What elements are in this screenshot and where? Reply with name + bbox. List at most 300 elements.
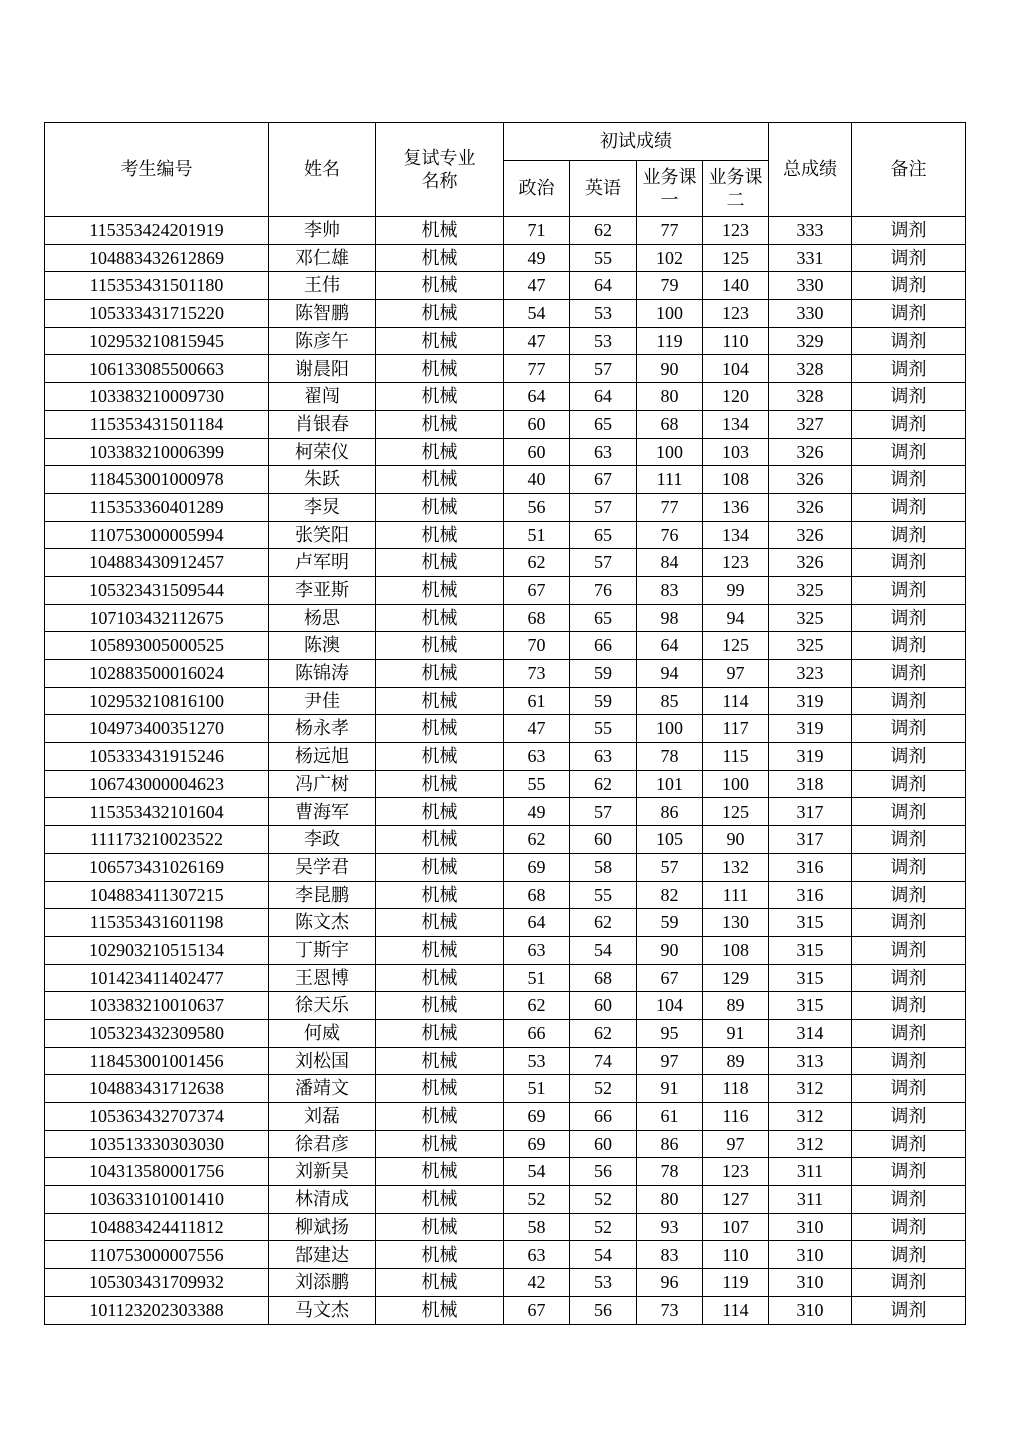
table-row — [45, 743, 966, 771]
cell-course2: 110 — [703, 327, 769, 355]
cell-politics: 51 — [504, 1075, 570, 1103]
cell-english: 55 — [570, 881, 637, 909]
cell-course2: 89 — [703, 1047, 769, 1075]
cell-english: 65 — [570, 604, 637, 632]
cell-politics: 69 — [504, 1130, 570, 1158]
cell-candidate-id: 103633101001410 — [45, 1186, 269, 1214]
cell-total: 326 — [769, 521, 852, 549]
cell-politics: 66 — [504, 1019, 570, 1047]
cell-course1: 98 — [637, 604, 703, 632]
cell-politics: 47 — [504, 272, 570, 300]
cell-remark: 调剂 — [852, 826, 966, 854]
cell-english: 66 — [570, 1103, 637, 1131]
cell-remark: 调剂 — [852, 1296, 966, 1324]
header-english: 英语 — [570, 161, 637, 217]
cell-course2: 123 — [703, 549, 769, 577]
table-body — [45, 217, 966, 1325]
cell-course2: 129 — [703, 964, 769, 992]
cell-course1: 100 — [637, 438, 703, 466]
cell-candidate-id: 118453001000978 — [45, 466, 269, 494]
header-major — [376, 123, 504, 217]
cell-total: 317 — [769, 798, 852, 826]
cell-major: 机械 — [376, 743, 504, 771]
cell-english: 56 — [570, 1296, 637, 1324]
table-row — [45, 1296, 966, 1324]
cell-english: 53 — [570, 327, 637, 355]
cell-name: 杨远旭 — [269, 743, 376, 771]
cell-course1: 77 — [637, 217, 703, 245]
cell-name: 陈锦涛 — [269, 660, 376, 688]
cell-english: 55 — [570, 715, 637, 743]
cell-candidate-id: 115353431501180 — [45, 272, 269, 300]
cell-course2: 89 — [703, 992, 769, 1020]
cell-total: 311 — [769, 1158, 852, 1186]
cell-major: 机械 — [376, 576, 504, 604]
cell-politics: 51 — [504, 964, 570, 992]
cell-total: 330 — [769, 272, 852, 300]
cell-course2: 114 — [703, 687, 769, 715]
cell-candidate-id: 110753000005994 — [45, 521, 269, 549]
cell-total: 312 — [769, 1103, 852, 1131]
cell-english: 60 — [570, 992, 637, 1020]
cell-english: 58 — [570, 853, 637, 881]
cell-major: 机械 — [376, 632, 504, 660]
cell-major: 机械 — [376, 327, 504, 355]
header-row-1 — [45, 123, 966, 161]
cell-english: 52 — [570, 1213, 637, 1241]
cell-politics: 77 — [504, 355, 570, 383]
cell-candidate-id: 102883500016024 — [45, 660, 269, 688]
cell-total: 315 — [769, 936, 852, 964]
cell-name: 柯荣仪 — [269, 438, 376, 466]
cell-major: 机械 — [376, 493, 504, 521]
cell-politics: 67 — [504, 576, 570, 604]
cell-politics: 51 — [504, 521, 570, 549]
cell-course1: 86 — [637, 798, 703, 826]
cell-course1: 83 — [637, 576, 703, 604]
cell-politics: 67 — [504, 1296, 570, 1324]
cell-remark: 调剂 — [852, 244, 966, 272]
cell-total: 330 — [769, 300, 852, 328]
cell-course1: 90 — [637, 355, 703, 383]
cell-major: 机械 — [376, 466, 504, 494]
cell-candidate-id: 102953210815945 — [45, 327, 269, 355]
cell-english: 62 — [570, 770, 637, 798]
cell-major: 机械 — [376, 1158, 504, 1186]
cell-name: 柳斌扬 — [269, 1213, 376, 1241]
cell-candidate-id: 104883430912457 — [45, 549, 269, 577]
cell-candidate-id: 115353431601198 — [45, 909, 269, 937]
cell-remark: 调剂 — [852, 853, 966, 881]
cell-english: 52 — [570, 1186, 637, 1214]
cell-course2: 123 — [703, 300, 769, 328]
cell-remark: 调剂 — [852, 355, 966, 383]
cell-total: 319 — [769, 715, 852, 743]
table-row — [45, 909, 966, 937]
cell-politics: 47 — [504, 715, 570, 743]
cell-politics: 62 — [504, 826, 570, 854]
cell-course1: 84 — [637, 549, 703, 577]
cell-english: 63 — [570, 438, 637, 466]
table-row — [45, 1075, 966, 1103]
header-major-label: 复试专业名称 — [403, 148, 476, 191]
cell-course2: 100 — [703, 770, 769, 798]
cell-name: 刘松国 — [269, 1047, 376, 1075]
table-row — [45, 355, 966, 383]
cell-politics: 52 — [504, 1186, 570, 1214]
cell-course1: 111 — [637, 466, 703, 494]
cell-candidate-id: 104313580001756 — [45, 1158, 269, 1186]
table-row — [45, 1158, 966, 1186]
cell-total: 331 — [769, 244, 852, 272]
cell-name: 陈澳 — [269, 632, 376, 660]
cell-course2: 91 — [703, 1019, 769, 1047]
header-name: 姓名 — [269, 123, 376, 217]
cell-name: 潘靖文 — [269, 1075, 376, 1103]
cell-name: 肖银春 — [269, 410, 376, 438]
cell-name: 李炅 — [269, 493, 376, 521]
cell-english: 57 — [570, 493, 637, 521]
cell-total: 311 — [769, 1186, 852, 1214]
cell-english: 52 — [570, 1075, 637, 1103]
cell-course2: 134 — [703, 521, 769, 549]
cell-total: 333 — [769, 217, 852, 245]
cell-remark: 调剂 — [852, 798, 966, 826]
cell-course1: 97 — [637, 1047, 703, 1075]
table-row — [45, 549, 966, 577]
cell-course1: 76 — [637, 521, 703, 549]
cell-total: 319 — [769, 743, 852, 771]
cell-candidate-id: 103383210009730 — [45, 383, 269, 411]
cell-name: 徐天乐 — [269, 992, 376, 1020]
cell-name: 郜建达 — [269, 1241, 376, 1269]
cell-name: 陈智鹏 — [269, 300, 376, 328]
cell-major: 机械 — [376, 1296, 504, 1324]
cell-total: 325 — [769, 576, 852, 604]
header-remark: 备注 — [852, 123, 966, 217]
cell-name: 徐君彦 — [269, 1130, 376, 1158]
header-candidate-id: 考生编号 — [45, 123, 269, 217]
cell-total: 315 — [769, 909, 852, 937]
table-row — [45, 1019, 966, 1047]
cell-remark: 调剂 — [852, 1130, 966, 1158]
cell-english: 59 — [570, 660, 637, 688]
cell-name: 王恩博 — [269, 964, 376, 992]
cell-remark: 调剂 — [852, 604, 966, 632]
cell-english: 62 — [570, 217, 637, 245]
cell-major: 机械 — [376, 244, 504, 272]
cell-english: 63 — [570, 743, 637, 771]
cell-course2: 99 — [703, 576, 769, 604]
cell-candidate-id: 102903210515134 — [45, 936, 269, 964]
cell-total: 316 — [769, 881, 852, 909]
table-row — [45, 798, 966, 826]
cell-course2: 127 — [703, 1186, 769, 1214]
table-row — [45, 300, 966, 328]
cell-name: 张笑阳 — [269, 521, 376, 549]
cell-total: 310 — [769, 1296, 852, 1324]
cell-major: 机械 — [376, 660, 504, 688]
cell-name: 杨思 — [269, 604, 376, 632]
cell-english: 54 — [570, 1241, 637, 1269]
table-row — [45, 964, 966, 992]
cell-remark: 调剂 — [852, 521, 966, 549]
cell-candidate-id: 104973400351270 — [45, 715, 269, 743]
table-row — [45, 826, 966, 854]
cell-total: 325 — [769, 604, 852, 632]
cell-candidate-id: 107103432112675 — [45, 604, 269, 632]
cell-remark: 调剂 — [852, 327, 966, 355]
cell-course1: 68 — [637, 410, 703, 438]
cell-remark: 调剂 — [852, 217, 966, 245]
cell-english: 66 — [570, 632, 637, 660]
cell-candidate-id: 115353360401289 — [45, 493, 269, 521]
cell-candidate-id: 101423411402477 — [45, 964, 269, 992]
cell-total: 313 — [769, 1047, 852, 1075]
cell-course1: 86 — [637, 1130, 703, 1158]
cell-total: 326 — [769, 549, 852, 577]
cell-english: 62 — [570, 1019, 637, 1047]
cell-english: 54 — [570, 936, 637, 964]
cell-name: 刘磊 — [269, 1103, 376, 1131]
cell-remark: 调剂 — [852, 1075, 966, 1103]
cell-total: 310 — [769, 1269, 852, 1297]
cell-remark: 调剂 — [852, 909, 966, 937]
cell-candidate-id: 115353424201919 — [45, 217, 269, 245]
cell-major: 机械 — [376, 826, 504, 854]
cell-remark: 调剂 — [852, 272, 966, 300]
cell-course2: 125 — [703, 798, 769, 826]
cell-politics: 55 — [504, 770, 570, 798]
cell-major: 机械 — [376, 1047, 504, 1075]
cell-course2: 115 — [703, 743, 769, 771]
cell-politics: 42 — [504, 1269, 570, 1297]
cell-total: 325 — [769, 632, 852, 660]
header-initial-exam: 初试成绩 — [504, 123, 769, 161]
cell-course2: 140 — [703, 272, 769, 300]
cell-total: 314 — [769, 1019, 852, 1047]
table-row — [45, 1130, 966, 1158]
cell-politics: 54 — [504, 1158, 570, 1186]
cell-candidate-id: 105333431715220 — [45, 300, 269, 328]
cell-politics: 61 — [504, 687, 570, 715]
cell-name: 杨永孝 — [269, 715, 376, 743]
cell-course1: 101 — [637, 770, 703, 798]
cell-politics: 54 — [504, 300, 570, 328]
cell-remark: 调剂 — [852, 1103, 966, 1131]
cell-total: 323 — [769, 660, 852, 688]
cell-major: 机械 — [376, 770, 504, 798]
cell-course1: 93 — [637, 1213, 703, 1241]
cell-name: 卢军明 — [269, 549, 376, 577]
cell-major: 机械 — [376, 715, 504, 743]
cell-politics: 69 — [504, 1103, 570, 1131]
cell-politics: 73 — [504, 660, 570, 688]
cell-course1: 73 — [637, 1296, 703, 1324]
cell-major: 机械 — [376, 355, 504, 383]
cell-course1: 82 — [637, 881, 703, 909]
cell-candidate-id: 110753000007556 — [45, 1241, 269, 1269]
cell-remark: 调剂 — [852, 770, 966, 798]
cell-politics: 68 — [504, 881, 570, 909]
table-row — [45, 1213, 966, 1241]
cell-course1: 80 — [637, 1186, 703, 1214]
table-row — [45, 1241, 966, 1269]
cell-major: 机械 — [376, 909, 504, 937]
cell-total: 310 — [769, 1213, 852, 1241]
cell-english: 65 — [570, 410, 637, 438]
table-row — [45, 327, 966, 355]
table-row — [45, 410, 966, 438]
table-row — [45, 1186, 966, 1214]
cell-course1: 100 — [637, 715, 703, 743]
table-row — [45, 604, 966, 632]
cell-remark: 调剂 — [852, 743, 966, 771]
cell-name: 王伟 — [269, 272, 376, 300]
cell-total: 316 — [769, 853, 852, 881]
cell-major: 机械 — [376, 1241, 504, 1269]
cell-remark: 调剂 — [852, 576, 966, 604]
cell-politics: 49 — [504, 244, 570, 272]
cell-english: 64 — [570, 272, 637, 300]
cell-politics: 68 — [504, 604, 570, 632]
cell-remark: 调剂 — [852, 1186, 966, 1214]
cell-course1: 102 — [637, 244, 703, 272]
cell-remark: 调剂 — [852, 964, 966, 992]
cell-remark: 调剂 — [852, 466, 966, 494]
cell-course2: 90 — [703, 826, 769, 854]
cell-politics: 62 — [504, 992, 570, 1020]
table-row — [45, 217, 966, 245]
cell-remark: 调剂 — [852, 300, 966, 328]
cell-remark: 调剂 — [852, 1019, 966, 1047]
cell-course1: 91 — [637, 1075, 703, 1103]
cell-major: 机械 — [376, 438, 504, 466]
cell-name: 马文杰 — [269, 1296, 376, 1324]
cell-politics: 63 — [504, 1241, 570, 1269]
cell-name: 李帅 — [269, 217, 376, 245]
cell-candidate-id: 103513330303030 — [45, 1130, 269, 1158]
cell-politics: 60 — [504, 410, 570, 438]
cell-course1: 119 — [637, 327, 703, 355]
table-row — [45, 576, 966, 604]
cell-major: 机械 — [376, 1075, 504, 1103]
cell-course2: 116 — [703, 1103, 769, 1131]
cell-politics: 60 — [504, 438, 570, 466]
cell-course2: 104 — [703, 355, 769, 383]
cell-remark: 调剂 — [852, 1241, 966, 1269]
cell-total: 310 — [769, 1241, 852, 1269]
cell-politics: 62 — [504, 549, 570, 577]
cell-name: 陈彦午 — [269, 327, 376, 355]
cell-name: 尹佳 — [269, 687, 376, 715]
cell-major: 机械 — [376, 1103, 504, 1131]
header-politics: 政治 — [504, 161, 570, 217]
cell-english: 57 — [570, 355, 637, 383]
cell-candidate-id: 103383210006399 — [45, 438, 269, 466]
cell-remark: 调剂 — [852, 1047, 966, 1075]
cell-name: 谢晨阳 — [269, 355, 376, 383]
cell-politics: 63 — [504, 936, 570, 964]
cell-course2: 107 — [703, 1213, 769, 1241]
cell-politics: 56 — [504, 493, 570, 521]
cell-total: 328 — [769, 383, 852, 411]
cell-course2: 94 — [703, 604, 769, 632]
cell-course1: 80 — [637, 383, 703, 411]
cell-candidate-id: 105303431709932 — [45, 1269, 269, 1297]
cell-major: 机械 — [376, 936, 504, 964]
cell-politics: 63 — [504, 743, 570, 771]
cell-politics: 64 — [504, 909, 570, 937]
cell-total: 326 — [769, 466, 852, 494]
cell-total: 329 — [769, 327, 852, 355]
cell-english: 53 — [570, 300, 637, 328]
cell-course2: 108 — [703, 936, 769, 964]
cell-major: 机械 — [376, 604, 504, 632]
cell-politics: 71 — [504, 217, 570, 245]
cell-major: 机械 — [376, 410, 504, 438]
cell-candidate-id: 105363432707374 — [45, 1103, 269, 1131]
cell-course2: 114 — [703, 1296, 769, 1324]
cell-candidate-id: 115353431501184 — [45, 410, 269, 438]
cell-remark: 调剂 — [852, 549, 966, 577]
cell-english: 67 — [570, 466, 637, 494]
table-row — [45, 632, 966, 660]
cell-candidate-id: 101123202303388 — [45, 1296, 269, 1324]
cell-major: 机械 — [376, 1213, 504, 1241]
cell-candidate-id: 105893005000525 — [45, 632, 269, 660]
cell-major: 机械 — [376, 992, 504, 1020]
cell-total: 326 — [769, 493, 852, 521]
cell-politics: 49 — [504, 798, 570, 826]
cell-remark: 调剂 — [852, 660, 966, 688]
cell-course2: 136 — [703, 493, 769, 521]
cell-name: 林清成 — [269, 1186, 376, 1214]
cell-course2: 119 — [703, 1269, 769, 1297]
table-row — [45, 853, 966, 881]
table-row — [45, 1103, 966, 1131]
cell-remark: 调剂 — [852, 936, 966, 964]
cell-name: 李政 — [269, 826, 376, 854]
cell-course2: 97 — [703, 1130, 769, 1158]
cell-candidate-id: 118453001001456 — [45, 1047, 269, 1075]
cell-english: 68 — [570, 964, 637, 992]
cell-remark: 调剂 — [852, 383, 966, 411]
cell-politics: 53 — [504, 1047, 570, 1075]
cell-course1: 96 — [637, 1269, 703, 1297]
cell-total: 312 — [769, 1075, 852, 1103]
cell-course1: 94 — [637, 660, 703, 688]
cell-english: 74 — [570, 1047, 637, 1075]
cell-course1: 100 — [637, 300, 703, 328]
cell-total: 315 — [769, 964, 852, 992]
cell-course2: 123 — [703, 1158, 769, 1186]
cell-english: 60 — [570, 826, 637, 854]
cell-major: 机械 — [376, 217, 504, 245]
cell-politics: 69 — [504, 853, 570, 881]
cell-english: 62 — [570, 909, 637, 937]
table-row — [45, 715, 966, 743]
cell-course2: 123 — [703, 217, 769, 245]
cell-remark: 调剂 — [852, 715, 966, 743]
cell-politics: 64 — [504, 383, 570, 411]
cell-remark: 调剂 — [852, 881, 966, 909]
cell-candidate-id: 106133085500663 — [45, 355, 269, 383]
cell-candidate-id: 104883424411812 — [45, 1213, 269, 1241]
cell-course1: 90 — [637, 936, 703, 964]
cell-politics: 58 — [504, 1213, 570, 1241]
cell-remark: 调剂 — [852, 438, 966, 466]
